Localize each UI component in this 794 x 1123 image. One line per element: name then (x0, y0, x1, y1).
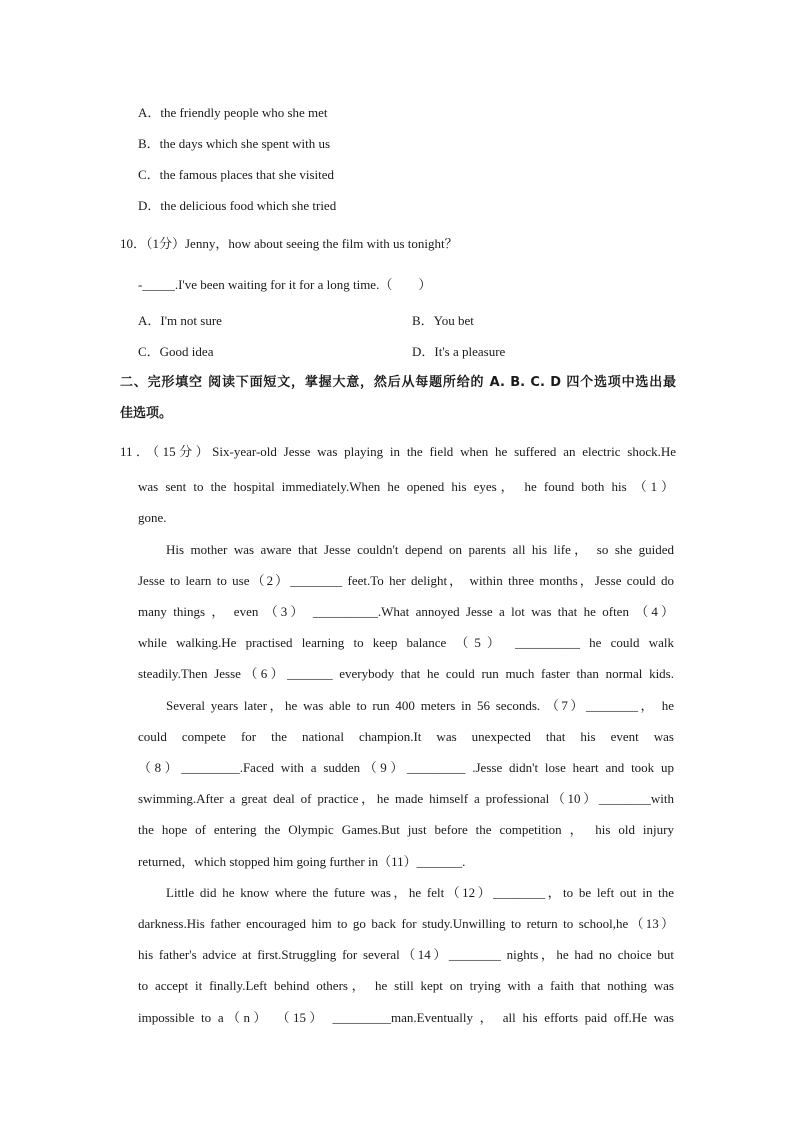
q11-line-1: 11．（15分）Six-year-old Jesse was playing in the field when he suffered an electric shock.He (120, 444, 676, 459)
q9-option-d: D．the delicious food which she tried (138, 198, 337, 213)
q11-line-10: could compete for the national champion.It was unexpected that his event was (138, 729, 674, 744)
q11-line-2: was sent to the hospital immediately.When he opened his eyes， he found both his （1） (138, 479, 674, 494)
q10-option-b: B．You bet (412, 313, 474, 328)
q11-line-17: his father's advice at first.Struggling for several（14）________ nights，he had no choice but (138, 947, 674, 962)
q11-line-5: Jesse to learn to use（2）________ feet.To her delight， within three months，Jesse could do (138, 573, 674, 588)
q9-option-c: C．the famous places that she visited (138, 167, 335, 182)
q11-line-13: the hope of entering the Olympic Games.But just before the competition ， his old injury (138, 822, 674, 837)
q11-line-9: Several years later，he was able to run 400 meters in 56 seconds. （7）________， he (166, 698, 674, 713)
q9-option-a: A．the friendly people who she met (138, 105, 328, 120)
q11-line-7: while walking.He practised learning to keep balance （5） __________ he could walk (138, 635, 674, 650)
q11-line-4: His mother was aware that Jesse couldn't depend on parents all his life， so she guided (166, 542, 674, 557)
q11-line-8: steadily.Then Jesse（6）_______ everybody that he could run much faster than normal kids. (138, 666, 674, 681)
q10-option-d: D．It's a pleasure (412, 344, 506, 359)
q9-option-b: B．the days which she spent with us (138, 136, 331, 151)
q11-line-6: many things ， even （3） __________.What annoyed Jesse a lot was that he often （4） (138, 604, 674, 619)
q11-line-11: （8）_________.Faced with a sudden（9）_________ .Jesse didn't lose heart and took up (138, 760, 674, 775)
q10-option-a: A．I'm not sure (138, 313, 222, 328)
q10-answer-line: -_____.I've been waiting for it for a long time.（ ） (138, 277, 432, 292)
q11-line-12: swimming.After a great deal of practice，he made himself a professional（10）________with (138, 791, 674, 806)
q11-line-18: to accept it finally.Left behind others， he still kept on trying with a faith that nothing was (138, 978, 674, 993)
q11-line-16: darkness.His father encouraged him to go back for study.Unwilling to return to school,he（13） (138, 916, 674, 931)
q11-line-19: impossible to a（n） （15） _________man.Eventually ， all his efforts paid off.He was (138, 1010, 674, 1025)
q11-line-15: Little did he know where the future was，he felt（12）________，to be left out in the (166, 885, 674, 900)
q10-stem: 10．（1分）Jenny，how about seeing the film with us tonight？ (120, 236, 458, 251)
q11-line-14: returned，which stopped him going further in（11）_______. (138, 854, 466, 869)
q10-option-c: C．Good idea (138, 344, 214, 359)
q11-line-3: gone. (138, 510, 167, 525)
section-heading-line1: 二、完形填空 阅读下面短文，掌握大意，然后从每题所给的 A. B. C. D 四个选项中选出最 (120, 375, 676, 390)
section-heading-line2: 佳选项。 (120, 406, 173, 421)
